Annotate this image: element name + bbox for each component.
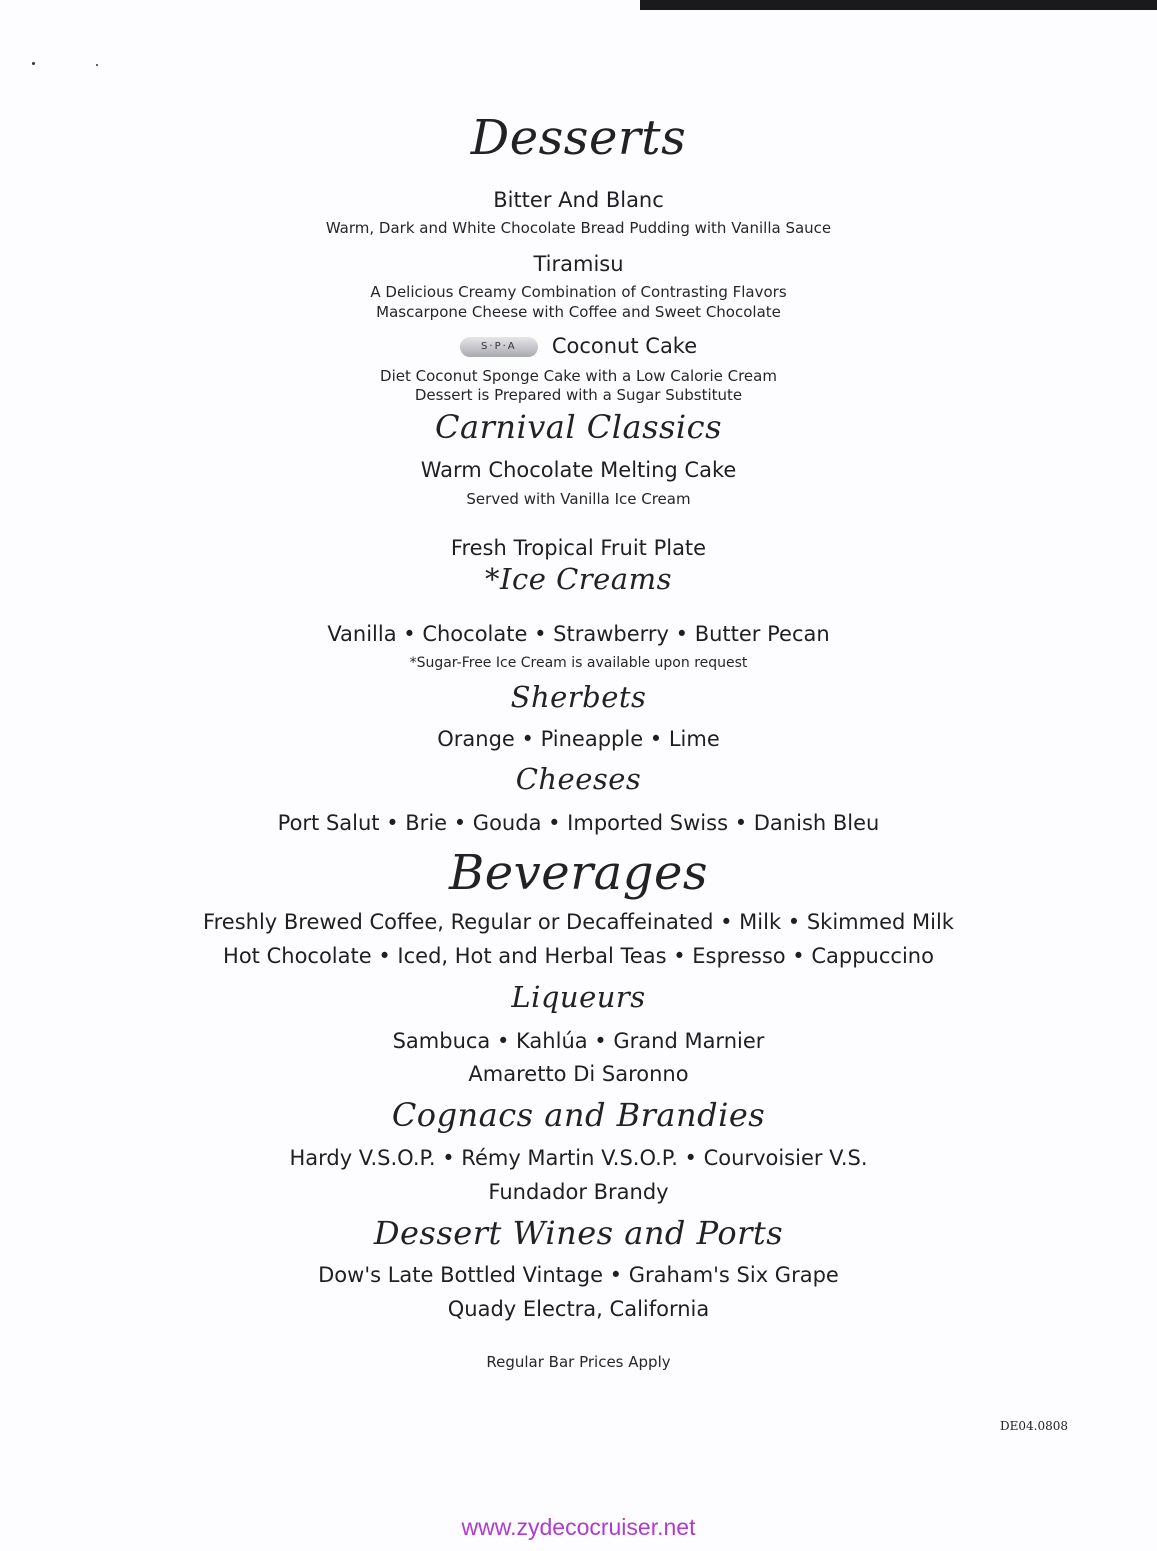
watermark-link[interactable]: www.zydecocruiser.net	[461, 1514, 696, 1540]
menu-list-line: Dow's Late Bottled Vintage • Graham's Six Grape	[318, 1263, 839, 1287]
section-title-desserts: Desserts	[470, 110, 687, 166]
menu-item-description: A Delicious Creamy Combination of Contrasting Flavors	[370, 283, 787, 301]
menu-list-line: Fundador Brandy	[488, 1180, 669, 1204]
top-edge-bar	[640, 0, 1157, 10]
menu-list-line: Port Salut • Brie • Gouda • Imported Swiss • Danish Bleu	[277, 811, 880, 835]
menu-code: DE04.0808	[1000, 1419, 1069, 1433]
menu-list-line: Amaretto Di Saronno	[468, 1062, 689, 1086]
section-title-cheeses: Cheeses	[515, 762, 642, 796]
menu-list-line: Sambuca • Kahlúa • Grand Marnier	[392, 1029, 765, 1053]
menu-item-description: Mascarpone Cheese with Coffee and Sweet Chocolate	[376, 303, 781, 321]
section-title-beverages: Beverages	[448, 845, 709, 901]
menu-item-description: Dessert is Prepared with a Sugar Substitute	[414, 386, 743, 404]
section-title-dessert-wines-and-ports: Dessert Wines and Ports	[373, 1214, 784, 1252]
scan-speck	[32, 62, 35, 65]
menu-list-line: Freshly Brewed Coffee, Regular or Decaffeinated • Milk • Skimmed Milk	[203, 910, 954, 934]
menu-list-line: Vanilla • Chocolate • Strawberry • Butter Pecan	[327, 622, 830, 646]
menu-list-line: Quady Electra, California	[447, 1297, 710, 1321]
menu-item-name: Warm Chocolate Melting Cake	[420, 458, 737, 482]
menu-item-description: Served with Vanilla Ice Cream	[466, 490, 691, 508]
section-title-carnival-classics: Carnival Classics	[435, 408, 722, 446]
footnote: *Sugar-Free Ice Cream is available upon request	[409, 655, 748, 671]
section-title-ice-creams: *Ice Creams	[485, 562, 672, 596]
menu-item-name: Tiramisu	[533, 252, 624, 276]
menu-item-name: Fresh Tropical Fruit Plate	[450, 536, 707, 560]
menu-item-description: Diet Coconut Sponge Cake with a Low Calorie Cream	[380, 367, 777, 385]
section-title-liqueurs: Liqueurs	[511, 980, 646, 1014]
menu-list-line: Hardy V.S.O.P. • Rémy Martin V.S.O.P. • Courvoisier V.S.	[289, 1146, 868, 1170]
menu-list-line: Orange • Pineapple • Lime	[437, 727, 720, 751]
menu-list-line: Hot Chocolate • Iced, Hot and Herbal Teas • Espresso • Cappuccino	[223, 944, 934, 968]
spa-badge-icon: S·P·A	[460, 337, 538, 357]
section-title-cognacs-and-brandies: Cognacs and Brandies	[391, 1096, 766, 1134]
menu-item-row	[0, 334, 1157, 358]
menu-item-description: Warm, Dark and White Chocolate Bread Pudding with Vanilla Sauce	[325, 219, 832, 237]
menu-item-name: Bitter And Blanc	[493, 188, 664, 212]
menu-item-name: Coconut Cake	[551, 334, 698, 358]
bar-prices-note: Regular Bar Prices Apply	[486, 1353, 671, 1371]
section-title-sherbets: Sherbets	[510, 680, 647, 714]
scan-speck	[96, 64, 98, 66]
